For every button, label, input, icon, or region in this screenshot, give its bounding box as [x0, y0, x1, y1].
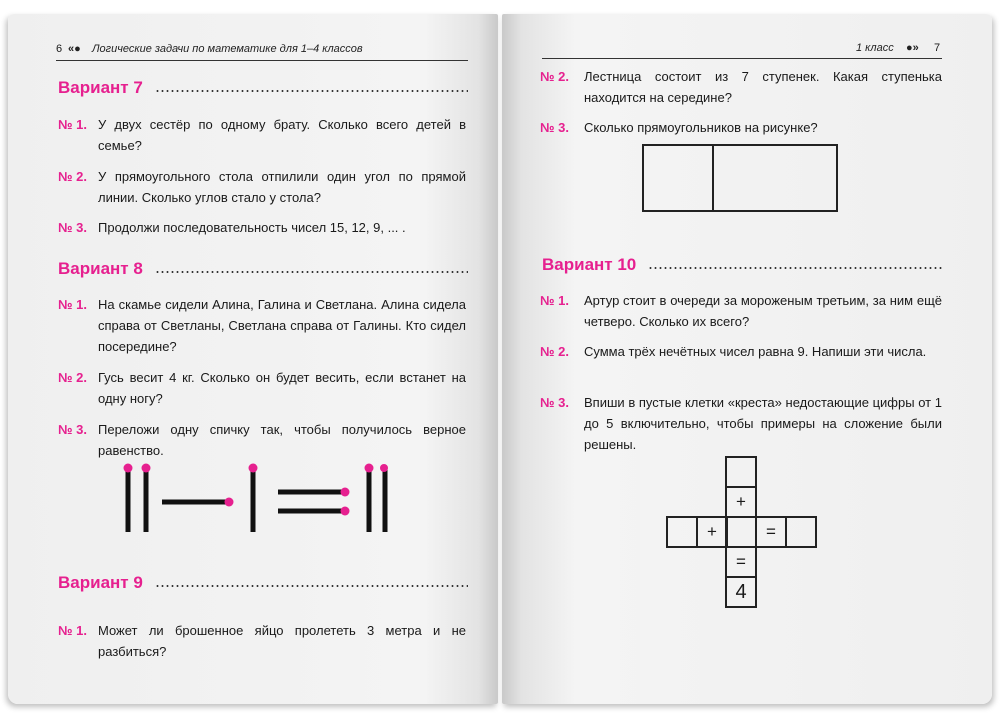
variant-10-title: Вариант 10: [542, 255, 942, 275]
variant-7-title: Вариант 7: [58, 78, 468, 98]
cross-puzzle: [666, 456, 816, 608]
task-v8-1: № 1. На скамье сидели Алина, Галина и Светлана. Алина сидела справа от Светланы, Светлана справа от Галины. Кто сидел посередине?: [58, 297, 466, 354]
header-arrows: «●: [68, 43, 81, 55]
header-title: Логические задачи по математике для 1–4 классов: [92, 43, 363, 55]
task-v10-1: № 1. Артур стоит в очереди за мороженым третьим, за ним ещё четверо. Сколько их всего?: [540, 293, 942, 329]
header-title: 1 класс: [856, 42, 894, 54]
task-v7-3: № 3. Продолжи последовательность чисел 15, 12, 9, ... .: [58, 220, 406, 235]
match-head: [225, 498, 234, 507]
left-page: [8, 14, 498, 704]
task-v10-2: № 2. Сумма трёх нечётных чисел равна 9. Напиши эти числа.: [540, 344, 927, 359]
variant-8-title: Вариант 8: [58, 259, 468, 279]
rectangle-divider: [712, 146, 714, 210]
match-head: [341, 488, 350, 497]
cross-cell-result: 4: [725, 576, 757, 608]
page-number: 6: [56, 43, 63, 55]
task-v8-3: № 3. Переложи одну спичку так, чтобы получилось верное равенство.: [58, 422, 466, 458]
task-v7-1: № 1. У двух сестёр по одному брату. Сколько всего детей в семье?: [58, 117, 466, 153]
cross-cell-center[interactable]: [725, 516, 757, 548]
task-v10-3: № 3. Впиши в пустые клетки «креста» недостающие цифры от 1 до 5 включительно, чтобы примеры на сложение были решены.: [540, 395, 942, 452]
match-head: [142, 464, 151, 473]
rectangles-figure: [642, 144, 838, 212]
match-head: [380, 464, 388, 472]
task-v7-2: № 2. У прямоугольного стола отпилили один угол по прямой линии. Сколько углов стало у стола?: [58, 169, 466, 205]
header-rule: [56, 60, 468, 61]
match-head: [249, 464, 258, 473]
matchsticks-illustration: [108, 458, 388, 550]
page-number: 7: [934, 42, 941, 54]
right-page: [502, 14, 992, 704]
match-head: [124, 464, 133, 473]
task-v9-3: № 3. Сколько прямоугольников на рисунке?: [540, 120, 818, 135]
cross-cell-empty[interactable]: [725, 456, 757, 488]
cross-cell-plus: +: [696, 516, 728, 548]
task-v9-2: № 2. Лестница состоит из 7 ступенек. Какая ступенька находится на середине?: [540, 69, 942, 105]
match-head: [341, 507, 350, 516]
cross-cell-plus: +: [725, 486, 757, 518]
header-arrows: ●»: [906, 42, 919, 54]
task-v9-1: № 1. Может ли брошенное яйцо пролететь 3 метра и не разбиться?: [58, 623, 466, 659]
cross-cell-equals: =: [755, 516, 787, 548]
task-v8-2: № 2. Гусь весит 4 кг. Сколько он будет весить, если встанет на одну ногу?: [58, 370, 466, 406]
cross-cell-empty[interactable]: [666, 516, 698, 548]
match-head: [365, 464, 374, 473]
cross-cell-empty[interactable]: [785, 516, 817, 548]
header-rule: [542, 58, 942, 59]
cross-cell-equals: =: [725, 546, 757, 578]
variant-9-title: Вариант 9: [58, 573, 468, 593]
